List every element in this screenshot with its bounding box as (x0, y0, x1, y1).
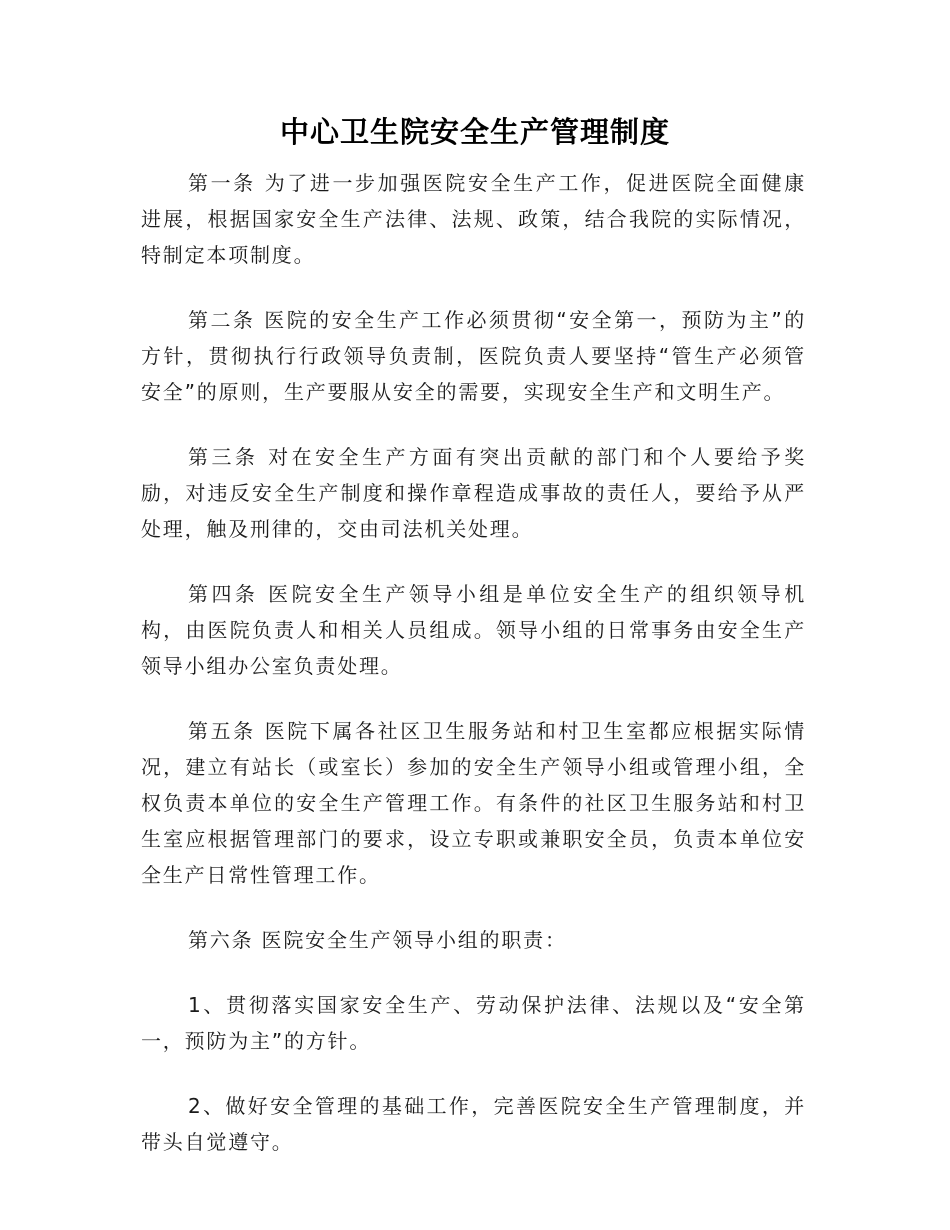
article-1-paragraph: 第一条 为了进一步加强医院安全生产工作，促进医院全面健康进展，根据国家安全生产法律、法规、政策，结合我院的实际情况，特制定本项制度。 (141, 171, 806, 267)
duty-item-1-paragraph: 1、贯彻落实国家安全生产、劳动保护法律、法规以及“安全第一，预防为主”的方针。 (141, 993, 806, 1053)
duty-item-2-paragraph: 2、做好安全管理的基础工作，完善医院安全生产管理制度，并带头自觉遵守。 (141, 1094, 806, 1154)
document-title: 中心卫生院安全生产管理制度 (279, 115, 670, 149)
article-2-paragraph: 第二条 医院的安全生产工作必须贯彻“安全第一，预防为主”的方针，贯彻执行行政领导负责制，医院负责人要坚持“管生产必须管安全”的原则，生产要服从安全的需要，实现安全生产和文明生产。 (141, 308, 806, 404)
article-3-paragraph: 第三条 对在安全生产方面有突出贡献的部门和个人要给予奖励，对违反安全生产制度和操作章程造成事故的责任人，要给予从严处理，触及刑律的，交由司法机关处理。 (141, 445, 806, 541)
article-4-paragraph: 第四条 医院安全生产领导小组是单位安全生产的组织领导机构，由医院负责人和相关人员组成。领导小组的日常事务由安全生产领导小组办公室负责处理。 (141, 582, 806, 678)
document-body (141, 165, 806, 1189)
article-5-paragraph: 第五条 医院下属各社区卫生服务站和村卫生室都应根据实际情况，建立有站长（或室长）参加的安全生产领导小组或管理小组，全权负责本单位的安全生产管理工作。有条件的社区卫生服务站和村卫生室应根据管理部门的要求，设立专职或兼职安全员，负责本单位安全生产日常性管理工作。 (141, 719, 806, 887)
article-6-paragraph: 第六条 医院安全生产领导小组的职责： (188, 928, 567, 952)
